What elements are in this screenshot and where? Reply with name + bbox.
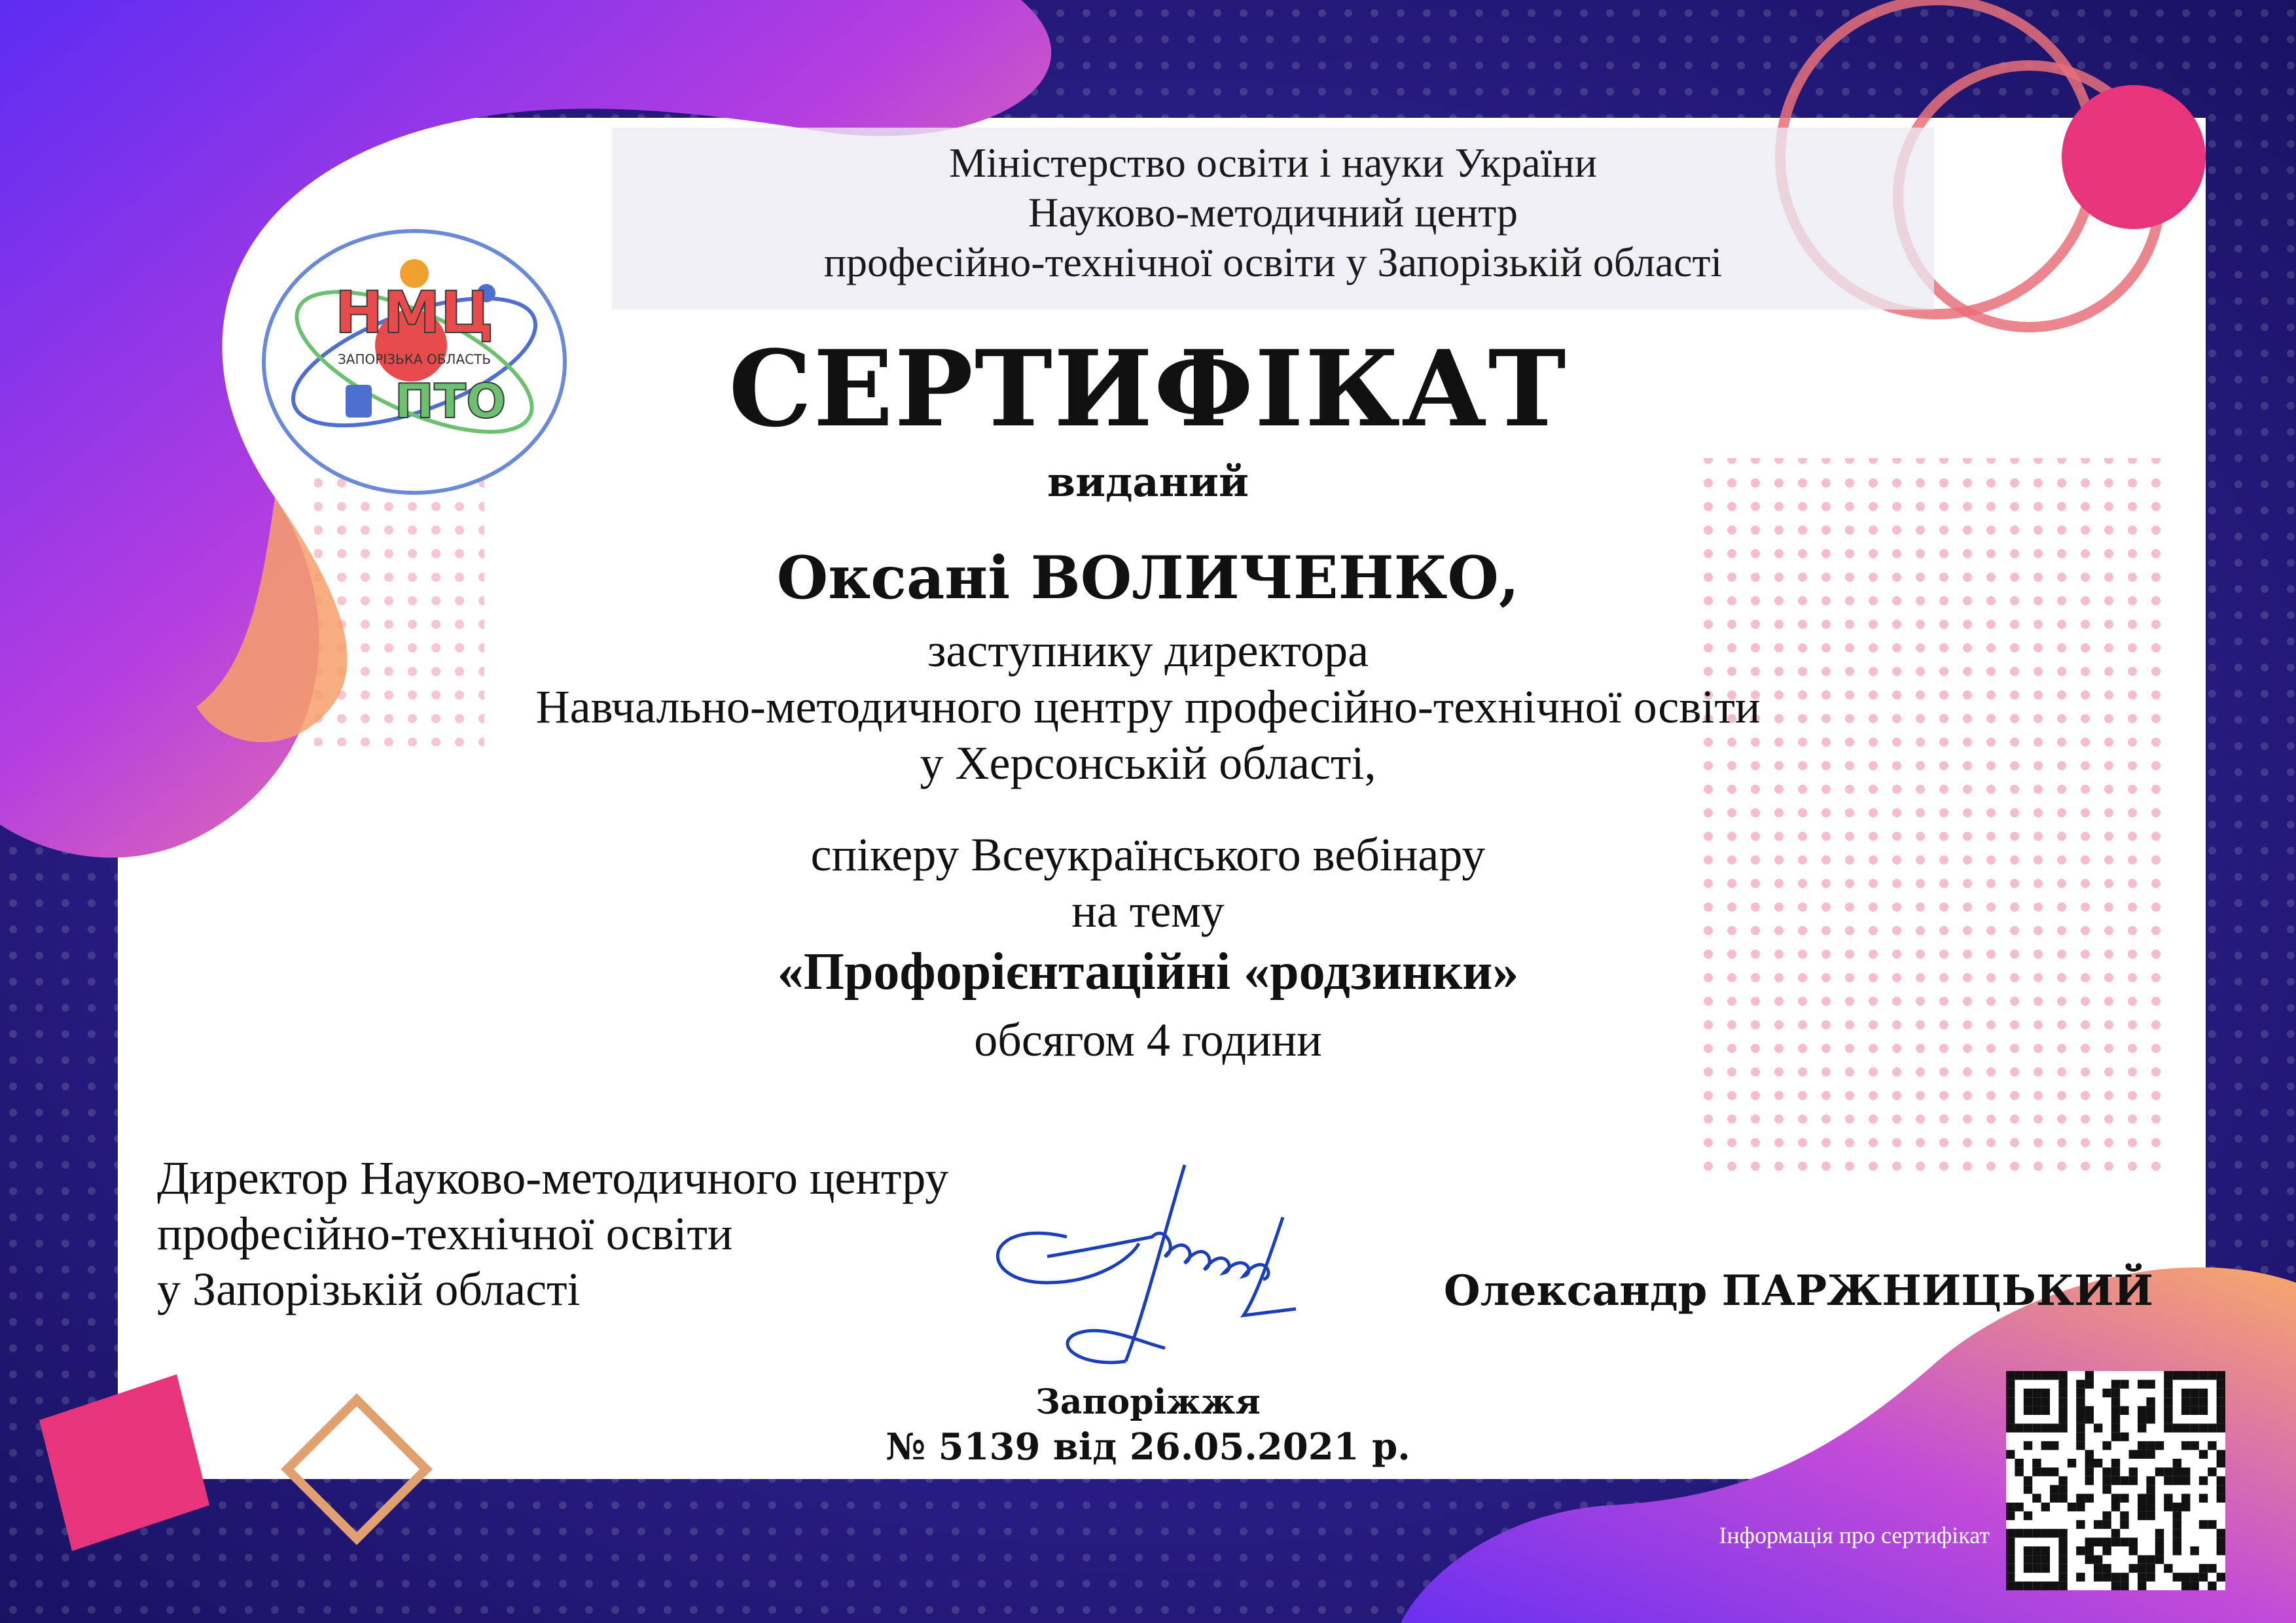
topic-label: на тему — [1071, 885, 1225, 937]
signatory-title-line1: Директор Науково-методичного центру — [157, 1152, 949, 1204]
certificate-number: № 5139 від 26.05.2021 р. — [886, 1425, 1410, 1469]
center-region: професійно-технічної освіти у Запорізькій області — [823, 239, 1723, 285]
recipient-organization: Навчально-методичного центру професійно-технічної освіти — [535, 681, 1761, 733]
recipient-region: у Херсонській області, — [920, 737, 1376, 789]
role-description: спікеру Всеукраїнського вебінару — [810, 829, 1486, 881]
certificate-title: СЕРТИФІКАТ — [728, 327, 1568, 450]
issued-label: виданий — [1047, 458, 1249, 506]
svg-text:ЗАПОРІЗЬКА ОБЛАСТЬ: ЗАПОРІЗЬКА ОБЛАСТЬ — [337, 351, 492, 367]
svg-text:НМЦ: НМЦ — [334, 279, 494, 346]
ministry-name: Міністерство освіти і науки України — [949, 139, 1597, 186]
qr-caption: Інформація про сертифікат — [1719, 1522, 1990, 1548]
center-name: Науково-методичний центр — [1028, 189, 1518, 236]
signatory-name: Олександр ПАРЖНИЦЬКИЙ — [1443, 1266, 2153, 1315]
issue-city: Запоріжжя — [1035, 1382, 1261, 1422]
webinar-topic: «Профорієнтаційні «родзинки» — [777, 943, 1519, 1001]
recipient-name: Оксані ВОЛИЧЕНКО, — [776, 543, 1520, 613]
svg-text:ПТО: ПТО — [394, 374, 507, 429]
volume-hours: обсягом 4 години — [974, 1014, 1322, 1066]
signatory-title-line2: професійно-технічної освіти — [157, 1207, 733, 1260]
qr-code[interactable] — [2006, 1371, 2225, 1590]
signatory-title-line3: у Запорізькій області — [157, 1263, 581, 1315]
handwritten-signature — [969, 1152, 1322, 1374]
recipient-position: заступнику директора — [927, 624, 1369, 677]
